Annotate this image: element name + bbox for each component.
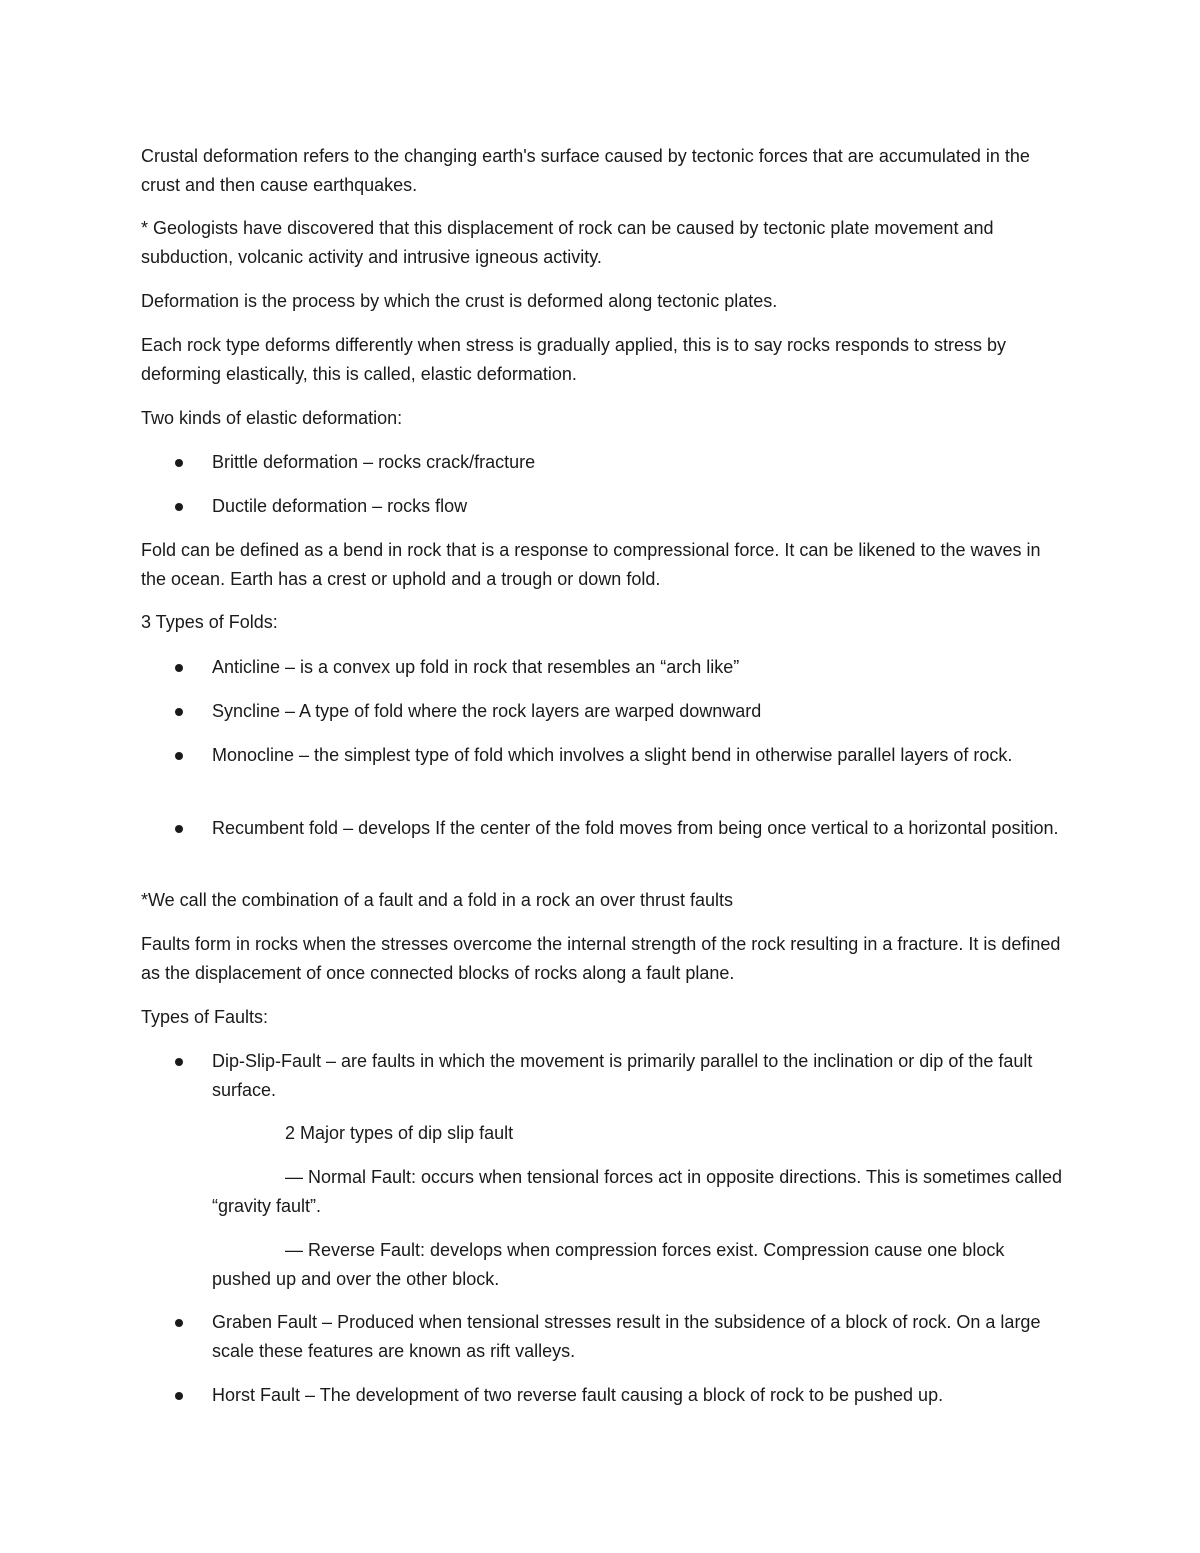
reverse-fault-paragraph: — Reverse Fault: develops when compression forces exist. Compression cause one block pushed up and over the other block. bbox=[212, 1240, 1005, 1289]
bullet-icon bbox=[175, 664, 183, 672]
over-thrust-note-paragraph: *We call the combination of a fault and a fold in a rock an over thrust faults bbox=[141, 890, 733, 910]
elastic-kinds-heading: Two kinds of elastic deformation: bbox=[141, 408, 403, 428]
geologists-note-paragraph: * Geologists have discovered that this displacement of rock can be caused by tectonic plate movement and subduction, volcanic activity and intrusive igneous activity. bbox=[141, 218, 994, 267]
list-item-text: Monocline – the simplest type of fold which involves a slight bend in otherwise parallel layers of rock. bbox=[212, 745, 1013, 765]
fold-definition-paragraph: Fold can be defined as a bend in rock that is a response to compressional force. It can be likened to the waves in the ocean. Earth has a crest or uphold and a trough or down fold. bbox=[141, 540, 1041, 589]
list-item-brittle bbox=[141, 448, 1066, 477]
bullet-icon bbox=[175, 825, 183, 833]
fold-types-heading: 3 Types of Folds: bbox=[141, 612, 278, 632]
bullet-icon bbox=[175, 752, 183, 760]
bullet-icon bbox=[175, 1058, 183, 1066]
intro-paragraph: Crustal deformation refers to the changing earth's surface caused by tectonic forces that are accumulated in the crust and then cause earthquakes. bbox=[141, 146, 1030, 195]
bullet-icon bbox=[175, 1392, 183, 1400]
faults-definition-paragraph: Faults form in rocks when the stresses overcome the internal strength of the rock resulting in a fracture. It is defined as the displacement of once connected blocks of rocks along a fault plane. bbox=[141, 934, 1061, 983]
list-item-dip-slip-fault bbox=[141, 1047, 1066, 1105]
deformation-definition-paragraph: Deformation is the process by which the crust is deformed along tectonic plates. bbox=[141, 291, 778, 311]
list-item-text: Syncline – A type of fold where the rock layers are warped downward bbox=[212, 701, 762, 721]
dip-slip-subheading: 2 Major types of dip slip fault bbox=[285, 1123, 514, 1143]
list-item-text: Horst Fault – The development of two reverse fault causing a block of rock to be pushed up. bbox=[212, 1385, 944, 1405]
list-item-text: Brittle deformation – rocks crack/fracture bbox=[212, 452, 536, 472]
bullet-icon bbox=[175, 1319, 183, 1327]
list-item-recumbent bbox=[141, 814, 1066, 843]
list-item-text: Dip-Slip-Fault – are faults in which the movement is primarily parallel to the inclination or dip of the fault surface. bbox=[212, 1051, 1033, 1100]
list-item-text: Graben Fault – Produced when tensional stresses result in the subsidence of a block of rock. On a large scale these features are known as rift valleys. bbox=[212, 1312, 1041, 1361]
list-item-ductile bbox=[141, 492, 1066, 521]
bullet-icon bbox=[175, 708, 183, 716]
list-item-horst-fault bbox=[141, 1381, 1066, 1410]
list-item-text: Recumbent fold – develops If the center of the fold moves from being once vertical to a horizontal position. bbox=[212, 818, 1059, 838]
elastic-deformation-paragraph: Each rock type deforms differently when stress is gradually applied, this is to say rocks responds to stress by deforming elastically, this is called, elastic deformation. bbox=[141, 335, 1007, 384]
list-item-text: Ductile deformation – rocks flow bbox=[212, 496, 468, 516]
list-item-text: Anticline – is a convex up fold in rock that resembles an “arch like” bbox=[212, 657, 740, 677]
list-item-monocline bbox=[141, 741, 1066, 770]
list-item-graben-fault bbox=[141, 1308, 1066, 1366]
fault-types-heading: Types of Faults: bbox=[141, 1007, 269, 1027]
list-item-syncline bbox=[141, 697, 1066, 726]
bullet-icon bbox=[175, 459, 183, 467]
normal-fault-paragraph: — Normal Fault: occurs when tensional forces act in opposite directions. This is sometimes called “gravity fault”. bbox=[212, 1167, 1062, 1216]
list-item-anticline bbox=[141, 653, 1066, 682]
bullet-icon bbox=[175, 503, 183, 511]
